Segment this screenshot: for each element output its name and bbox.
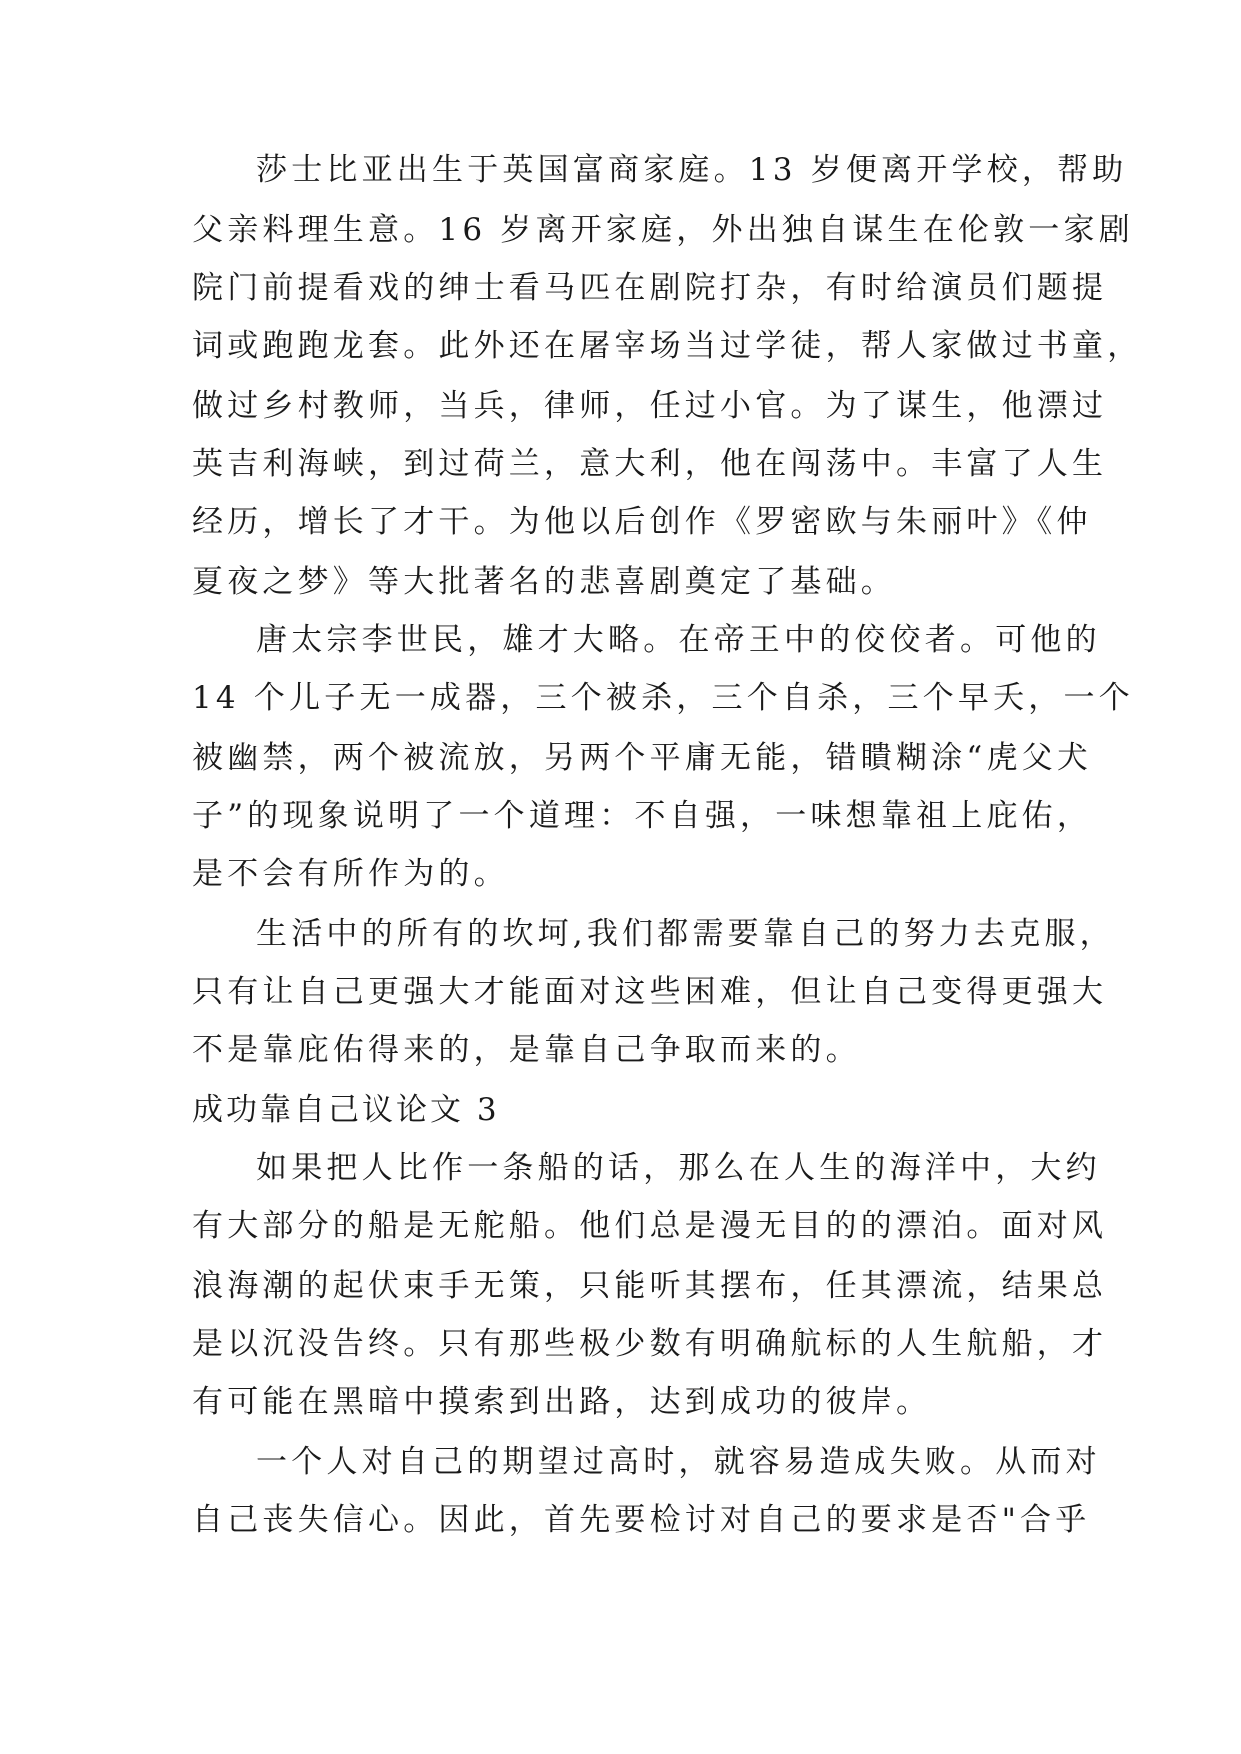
paragraph-1-line-6: 英吉利海峡，到过荷兰，意大利，他在闯荡中。丰富了人生 <box>192 446 1108 482</box>
paragraph-2-line-4: 子”的现象说明了一个道理：不自强，一味想靠祖上庇佑， <box>192 798 1093 834</box>
paragraph-1-line-1: 莎士比亚出生于英国富商家庭。13 岁便离开学校，帮助 <box>256 152 1128 188</box>
paragraph-3-line-1: 生活中的所有的坎坷,我们都需要靠自己的努力去克服， <box>256 916 1115 952</box>
paragraph-3-line-3: 不是靠庇佑得来的，是靠自己争取而来的。 <box>192 1032 861 1068</box>
paragraph-1-line-5: 做过乡村教师，当兵，律师，任过小官。为了谋生，他漂过 <box>192 388 1108 424</box>
paragraph-4-line-4: 是以沉没告终。只有那些极少数有明确航标的人生航船，才 <box>192 1326 1108 1362</box>
paragraph-1-line-2: 父亲料理生意。16 岁离开家庭，外出独自谋生在伦敦一家剧 <box>192 212 1134 248</box>
paragraph-2-line-3: 被幽禁，两个被流放，另两个平庸无能，错瞶糊涂“虎父犬 <box>192 740 1093 776</box>
paragraph-4-line-5: 有可能在黑暗中摸索到出路，达到成功的彼岸。 <box>192 1384 932 1420</box>
paragraph-1-line-4: 词或跑跑龙套。此外还在屠宰场当过学徒，帮人家做过书童， <box>192 328 1143 364</box>
paragraph-1-line-3: 院门前提看戏的绅士看马匹在剧院打杂，有时给演员们题提 <box>192 270 1108 306</box>
paragraph-4-line-3: 浪海潮的起伏束手无策，只能听其摆布，任其漂流，结果总 <box>192 1268 1108 1304</box>
paragraph-1-line-7: 经历，增长了才干。为他以后创作《罗密欧与朱丽叶》《仲 <box>192 504 1092 540</box>
paragraph-3-line-2: 只有让自己更强大才能面对这些困难，但让自己变得更强大 <box>192 974 1108 1010</box>
paragraph-2-line-5: 是不会有所作为的。 <box>192 856 509 892</box>
paragraph-2-line-2: 14 个儿子无一成器，三个被杀，三个自杀，三个早夭，一个 <box>192 680 1134 716</box>
paragraph-5-line-2: 自己丧失信心。因此，首先要检讨对自己的要求是否"合乎 <box>192 1502 1091 1538</box>
paragraph-1-line-8: 夏夜之梦》等大批著名的悲喜剧奠定了基础。 <box>192 564 896 600</box>
paragraph-4-line-2: 有大部分的船是无舵船。他们总是漫无目的的漂泊。面对风 <box>192 1208 1108 1244</box>
paragraph-5-line-1: 一个人对自己的期望过高时，就容易造成失败。从而对 <box>256 1444 1101 1480</box>
section-heading: 成功靠自己议论文 3 <box>192 1092 500 1128</box>
paragraph-2-line-1: 唐太宗李世民，雄才大略。在帝王中的佼佼者。可他的 <box>256 622 1101 658</box>
paragraph-4-line-1: 如果把人比作一条船的话，那么在人生的海洋中，大约 <box>256 1150 1101 1186</box>
